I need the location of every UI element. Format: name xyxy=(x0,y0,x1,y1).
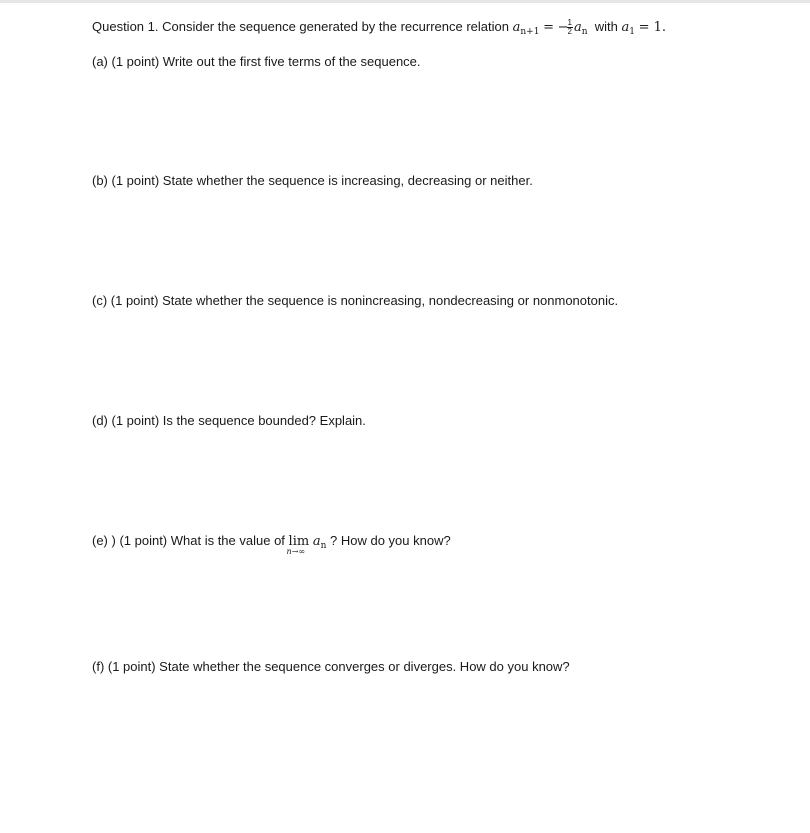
part-b: (b) (1 point) State whether the sequence is increasing, decreasing or neither. xyxy=(92,173,533,188)
question-intro: Question 1. Consider the sequence generated by the recurrence relation xyxy=(92,19,509,34)
part-e-suffix: ? How do you know? xyxy=(330,533,451,548)
recurrence-lhs: $a_{n+1}$ xyxy=(512,20,540,37)
limit-subscript: n→∞ xyxy=(286,547,306,556)
fraction-one-half: $\frac{1}{2}$ xyxy=(567,18,572,37)
part-a: (a) (1 point) Write out the first five terms of the sequence. xyxy=(92,54,421,69)
equals-sign: = xyxy=(543,20,554,35)
page-top-border xyxy=(0,0,810,3)
initial-value: = 1. xyxy=(638,20,667,35)
initial-term: $a_1$ xyxy=(621,20,636,37)
minus-sign: − xyxy=(557,20,569,35)
part-e-prefix: (e) ) (1 point) What is the value of xyxy=(92,533,285,548)
part-f: (f) (1 point) State whether the sequence converges or diverges. How do you know? xyxy=(92,659,570,674)
part-e xyxy=(92,533,451,554)
part-c: (c) (1 point) State whether the sequence is nonincreasing, nondecreasing or nonmonotonic. xyxy=(92,293,619,308)
question-1-header xyxy=(92,19,666,40)
part-d: (d) (1 point) Is the sequence bounded? Explain. xyxy=(92,413,366,428)
limit-term: $a_n$ xyxy=(312,534,327,551)
limit-expression: lim n→∞ xyxy=(286,534,310,556)
with-text: with xyxy=(594,19,618,34)
recurrence-rhs: $a_n$ xyxy=(573,20,588,37)
